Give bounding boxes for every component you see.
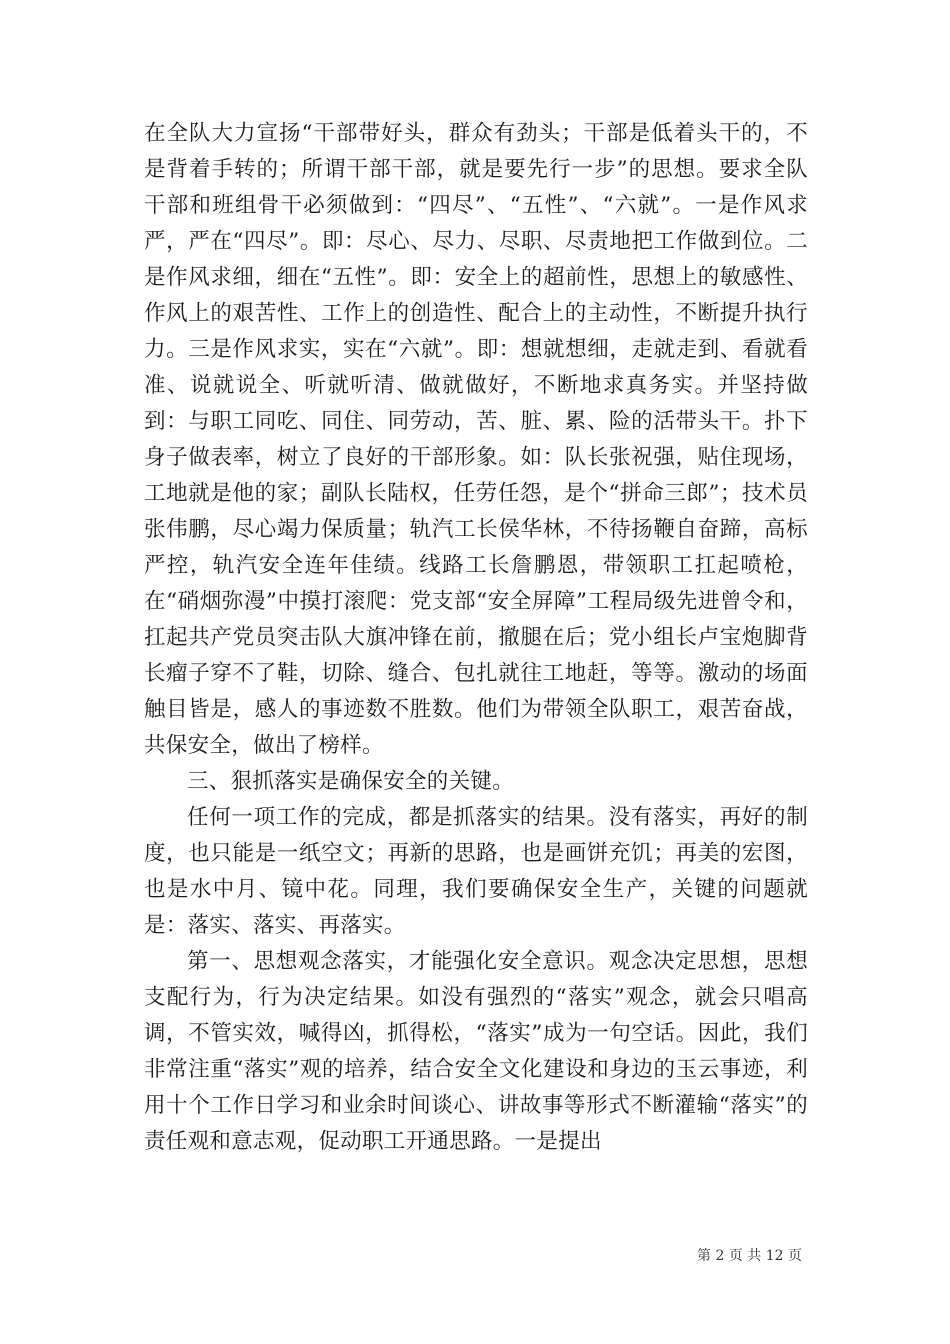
section-heading-three: 三、狠抓落实是确保安全的关键。 xyxy=(187,769,515,794)
page-number-footer: 第 2 页 共 12 页 xyxy=(697,1248,802,1264)
paragraph-3: 第一、思想观念落实，才能强化安全意识。观念决定思想，思想支配行为，行为决定结果。如没有强烈的“落实”观念，就会只唱高调，不管实效，喊得凶，抓得松，“落实”成为一句空话。因此，我们非常注重“落实”观的培养，结合安全文化建设和身边的玉云事迹，利用十个工作日学习和业余时间谈心、讲故事等形式不断灌输“落实”的责任观和意志观，促动职工开通思路。一是提出 xyxy=(144,949,808,1154)
paragraph-2: 任何一项工作的完成，都是抓落实的结果。没有落实，再好的制度，也只能是一纸空文；再新的思路，也是画饼充饥；再美的宏图，也是水中月、镜中花。同理，我们要确保安全生产，关键的问题就是：落实、落实、再落实。 xyxy=(144,805,808,938)
document-body xyxy=(144,116,808,1160)
paragraph-1: 在全队大力宣扬“干部带好头，群众有劲头；干部是低着头干的，不是背着手转的；所谓干部干部，就是要先行一步”的思想。要求全队干部和班组骨干必须做到：“四尽”、“五性”、“六就”。一是作风求严，严在“四尽”。即：尽心、尽力、尽职、尽责地把工作做到位。二是作风求细，细在“五性”。即：安全上的超前性，思想上的敏感性、作风上的艰苦性、工作上的创造性、配合上的主动性，不断提升执行力。三是作风求实，实在“六就”。即：想就想细，走就走到、看就看准、说就说全、听就听清、做就做好，不断地求真务实。并坚持做到：与职工同吃、同住、同劳动，苦、脏、累、险的活带头干。扑下身子做表率，树立了良好的干部形象。如：队长张祝强，贴住现场，工地就是他的家；副队长陆权，任劳任怨，是个“拼命三郎”；技术员张伟鹏，尽心竭力保质量；轨汽工长侯华林，不待扬鞭自奋蹄，高标严控，轨汽安全连年佳绩。线路工长詹鹏恩，带领职工扛起喷枪，在“硝烟弥漫”中摸打滚爬：党支部“安全屏障”工程局级先进曾令和，扛起共产党员突击队大旗冲锋在前，撤腿在后；党小组长卢宝炮脚背长瘤子穿不了鞋，切除、缝合、包扎就往工地赶，等等。激动的场面触目皆是，感人的事迹数不胜数。他们为带领全队职工，艰苦奋战，共保安全，做出了榜样。 xyxy=(144,121,808,758)
